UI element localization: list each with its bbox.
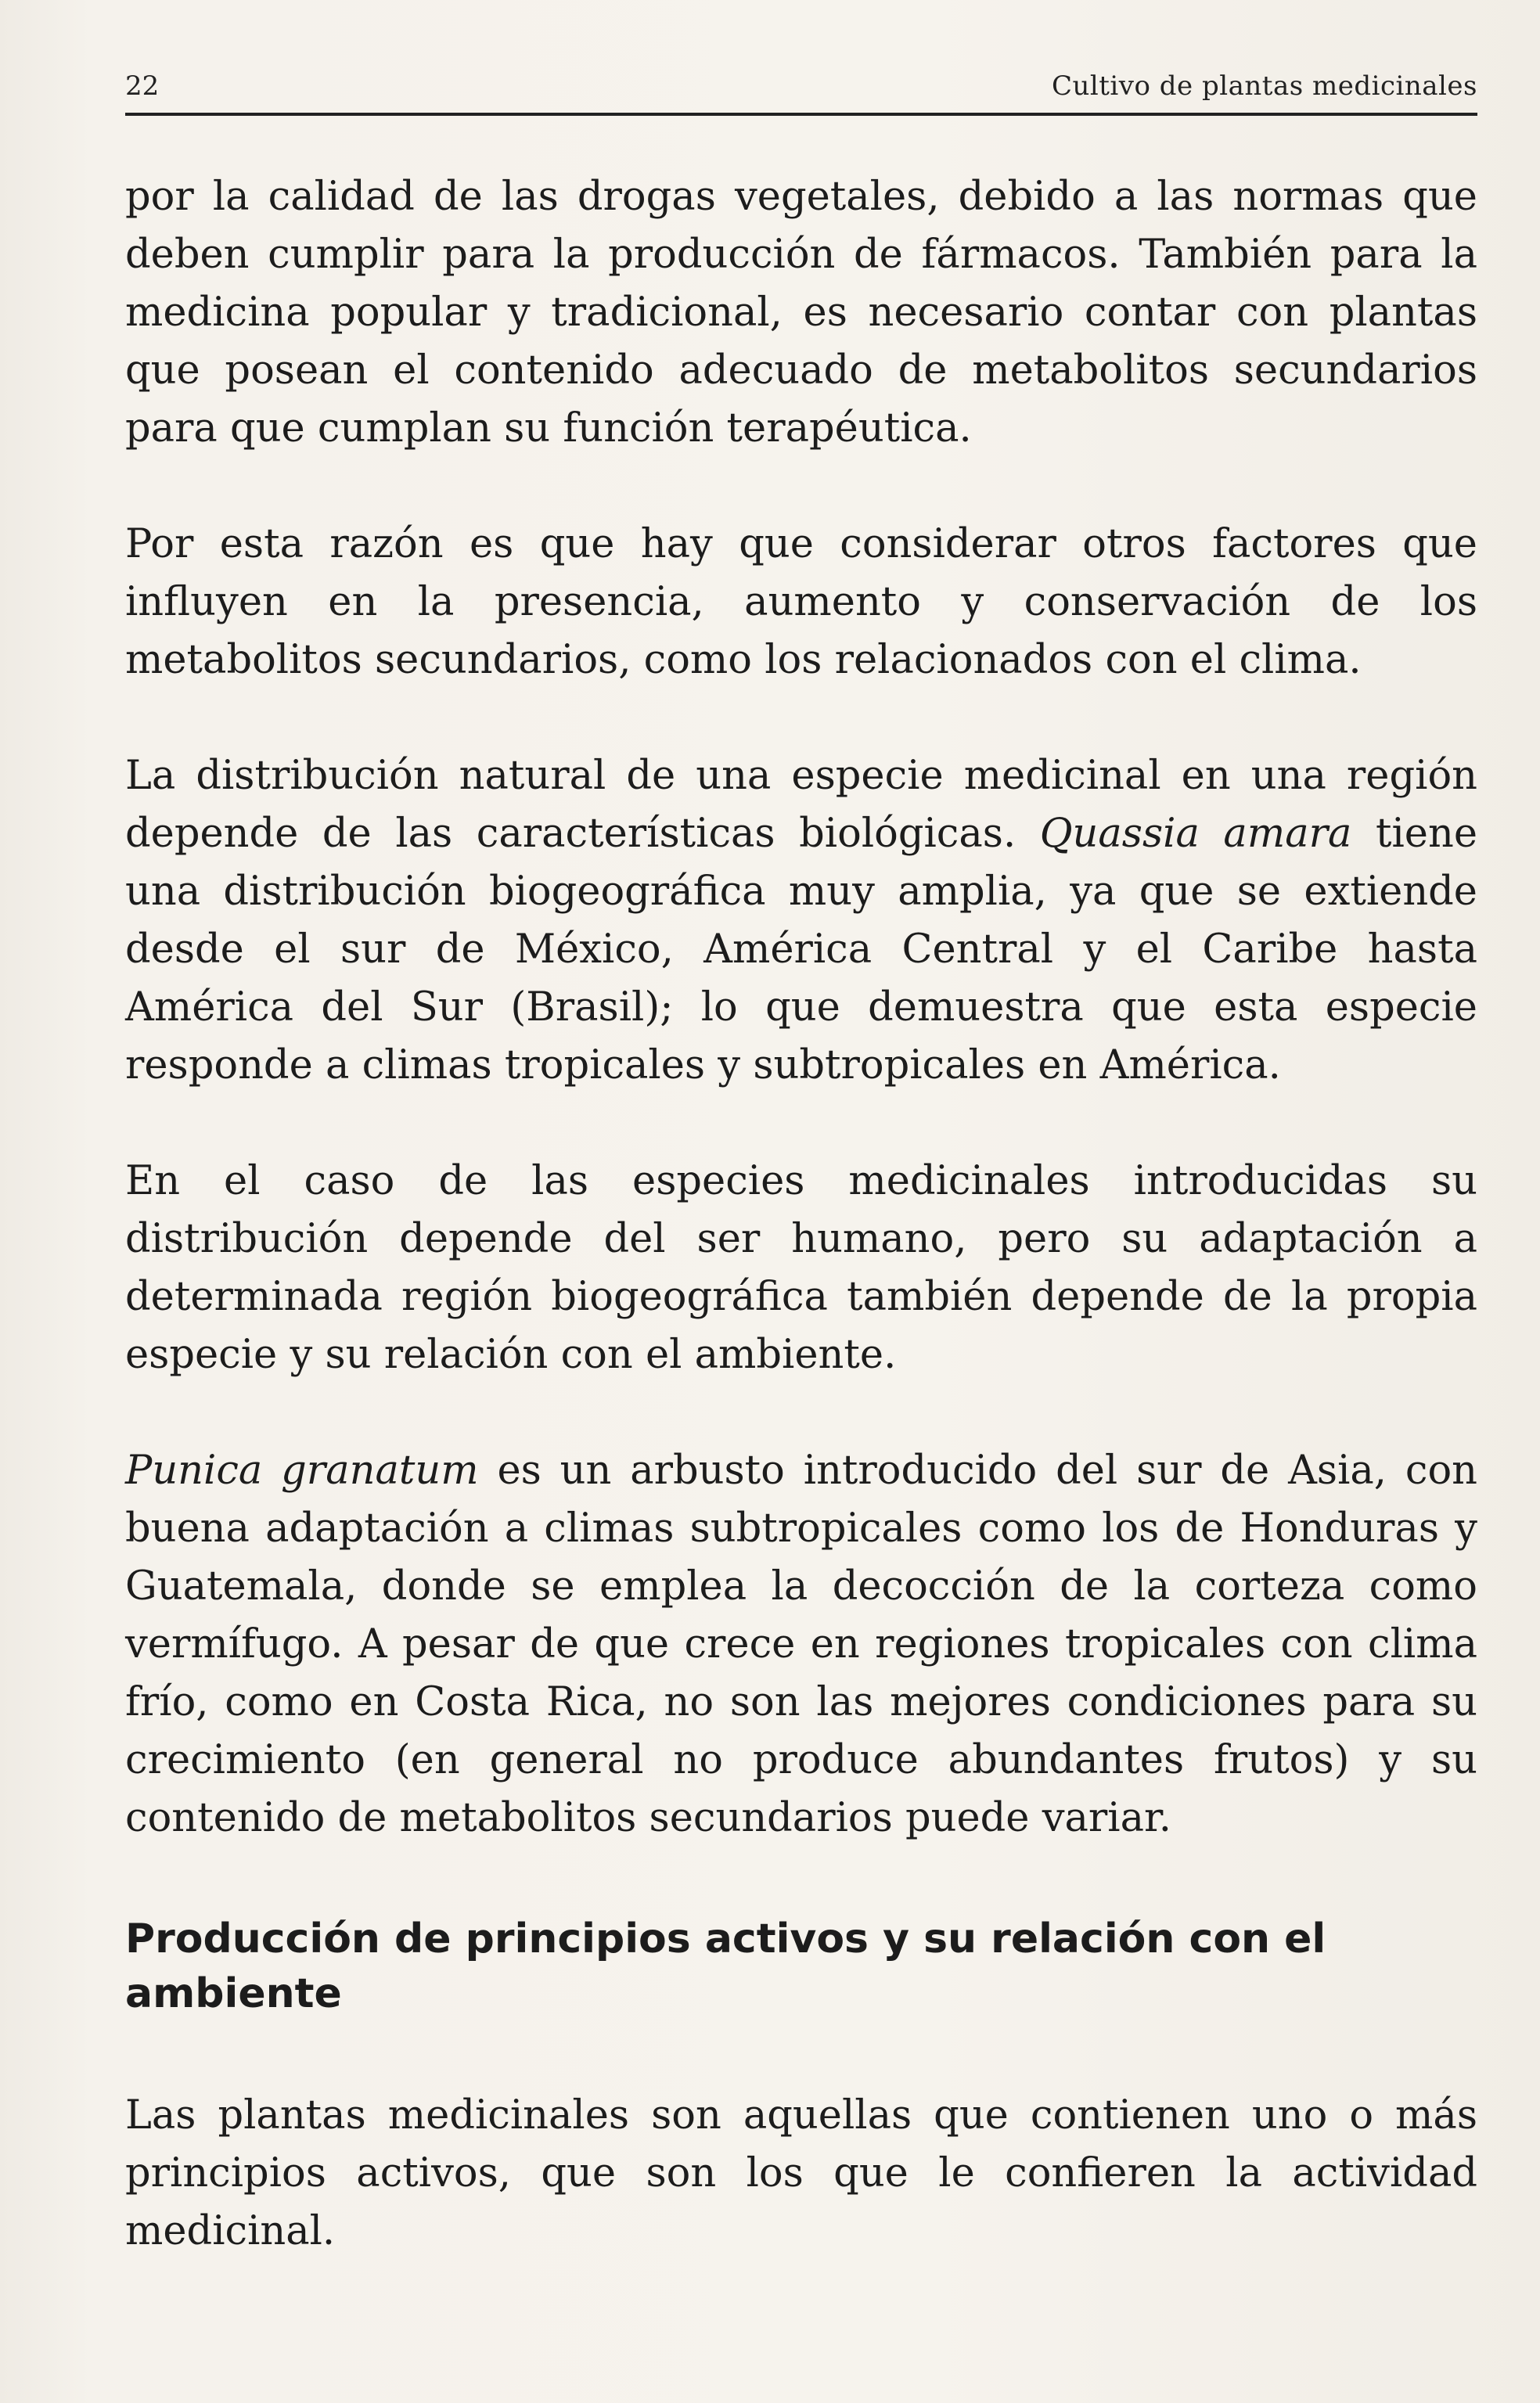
running-title: Cultivo de plantas medicinales [1051, 70, 1477, 102]
page-header [125, 66, 1477, 116]
paragraph-medicinal-plants-definition: Las plantas medicinales son aquellas que contienen uno o más principios activos, que son los que le confieren la actividad medicinal. [125, 2092, 1477, 2254]
paragraph-drug-quality: por la calidad de las drogas vegetales, debido a las normas que deben cumplir para la producción de fármacos. También para la medicina popular y tradicional, es necesario contar con plantas que posean el contenido adecuado de metabolitos secundarios para que cumplan su función terapéutica. [125, 174, 1477, 451]
body-text [125, 168, 1477, 2261]
paragraph-quassia-distribution [125, 747, 1477, 1095]
quassia-intro-text: La distribución natural de una especie medicinal en una región depende de las características biológicas. [125, 753, 1477, 857]
species-name-punica: Punica granatum [125, 1448, 479, 1494]
paragraph-introduced-species: En el caso de las especies medicinales introducidas su distribución depende del ser humano, pero su adaptación a determinada región biogeográfica también depende de la propia especie y su relación con el ambiente. [125, 1158, 1477, 1378]
quassia-description-text: tiene una distribución biogeográfica muy amplia, ya que se extiende desde el sur de México, América Central y el Caribe hasta América del Sur (Brasil); lo que demuestra que esta especie responde a climas tropicales y subtropicales en América. [125, 811, 1477, 1088]
page-number: 22 [125, 70, 160, 102]
section-heading: Producción de principios activos y su relación con el ambiente [125, 1916, 1326, 2017]
species-name-quassia: Quassia amara [1039, 811, 1352, 857]
paragraph-climate-factors: Por esta razón es que hay que considerar otros factores que influyen en la presencia, aumento y conservación de los metabolitos secundarios, como los relacionados con el clima. [125, 521, 1477, 683]
paragraph-punica-granatum [125, 1442, 1477, 1847]
punica-description-text: es un arbusto introducido del sur de Asia, con buena adaptación a climas subtropicales como los de Honduras y Guatemala, donde se emplea la decocción de la corteza como vermífugo. A pesar de que crece en regiones tropicales con clima frío, como en Costa Rica, no son las mejores condiciones para su crecimiento (en general no produce abundantes frutos) y su contenido de metabolitos secundarios puede variar. [125, 1448, 1478, 1841]
